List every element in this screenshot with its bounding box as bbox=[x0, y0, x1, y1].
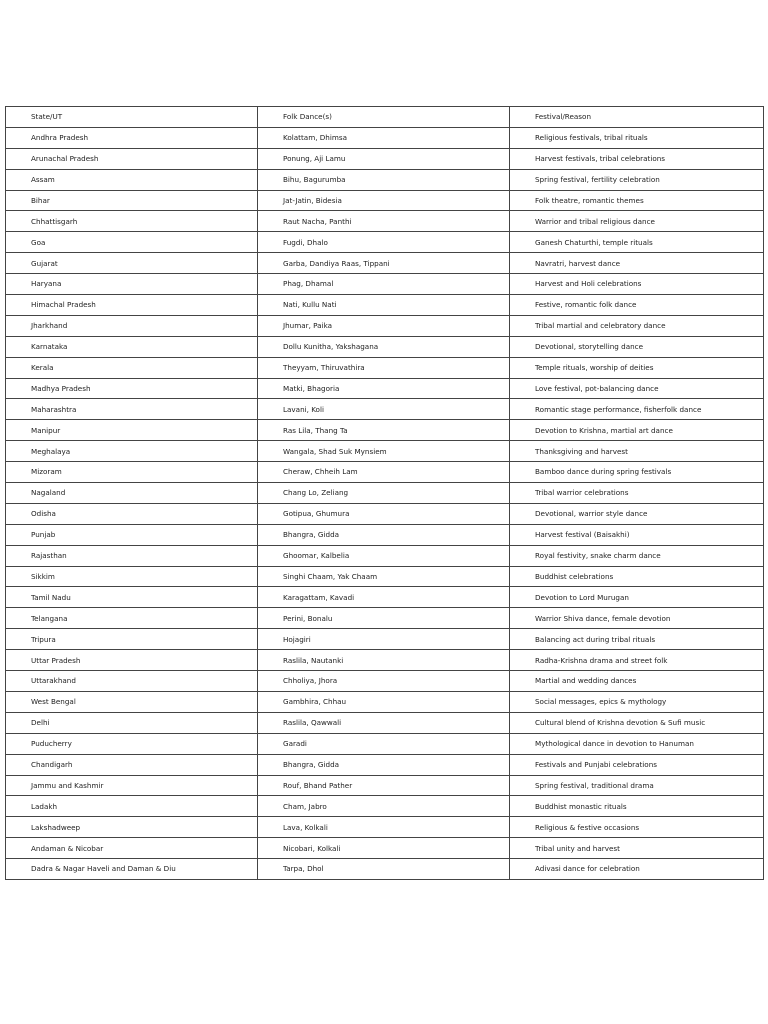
cell-folk-dance: Bhangra, Gidda bbox=[258, 524, 510, 545]
cell-state: Haryana bbox=[6, 274, 258, 295]
cell-state: Ladakh bbox=[6, 796, 258, 817]
cell-folk-dance: Jhumar, Paika bbox=[258, 315, 510, 336]
table-row bbox=[6, 545, 764, 566]
cell-state: Punjab bbox=[6, 524, 258, 545]
cell-state: Chandigarh bbox=[6, 754, 258, 775]
cell-festival: Mythological dance in devotion to Hanuman bbox=[510, 733, 764, 754]
cell-festival: Devotional, warrior style dance bbox=[510, 503, 764, 524]
cell-festival: Thanksgiving and harvest bbox=[510, 441, 764, 462]
cell-folk-dance: Singhi Chaam, Yak Chaam bbox=[258, 566, 510, 587]
table-row bbox=[6, 754, 764, 775]
cell-state: Bihar bbox=[6, 190, 258, 211]
cell-festival: Social messages, epics & mythology bbox=[510, 691, 764, 712]
cell-state: Andhra Pradesh bbox=[6, 127, 258, 148]
cell-state: Madhya Pradesh bbox=[6, 378, 258, 399]
table-row bbox=[6, 859, 764, 880]
cell-folk-dance: Fugdi, Dhalo bbox=[258, 232, 510, 253]
cell-festival: Buddhist monastic rituals bbox=[510, 796, 764, 817]
cell-folk-dance: Rouf, Bhand Pather bbox=[258, 775, 510, 796]
table-row bbox=[6, 775, 764, 796]
cell-state: West Bengal bbox=[6, 691, 258, 712]
cell-festival: Festive, romantic folk dance bbox=[510, 295, 764, 316]
table-row bbox=[6, 274, 764, 295]
cell-festival: Tribal martial and celebratory dance bbox=[510, 315, 764, 336]
cell-festival: Romantic stage performance, fisherfolk dance bbox=[510, 399, 764, 420]
cell-state: Tamil Nadu bbox=[6, 587, 258, 608]
cell-festival: Harvest festivals, tribal celebrations bbox=[510, 148, 764, 169]
table-row bbox=[6, 232, 764, 253]
cell-state: Jammu and Kashmir bbox=[6, 775, 258, 796]
cell-festival: Martial and wedding dances bbox=[510, 671, 764, 692]
table-row bbox=[6, 169, 764, 190]
cell-state: Kerala bbox=[6, 357, 258, 378]
cell-folk-dance: Perini, Bonalu bbox=[258, 608, 510, 629]
table-row bbox=[6, 712, 764, 733]
table-row bbox=[6, 838, 764, 859]
table-row bbox=[6, 127, 764, 148]
table-row bbox=[6, 253, 764, 274]
cell-folk-dance: Bihu, Bagurumba bbox=[258, 169, 510, 190]
cell-folk-dance: Gambhira, Chhau bbox=[258, 691, 510, 712]
table-row bbox=[6, 608, 764, 629]
header-folk-dance: Folk Dance(s) bbox=[258, 107, 510, 128]
cell-folk-dance: Raslila, Nautanki bbox=[258, 650, 510, 671]
cell-festival: Tribal warrior celebrations bbox=[510, 483, 764, 504]
cell-folk-dance: Kolattam, Dhimsa bbox=[258, 127, 510, 148]
cell-festival: Spring festival, fertility celebration bbox=[510, 169, 764, 190]
cell-folk-dance: Raut Nacha, Panthi bbox=[258, 211, 510, 232]
table-row bbox=[6, 796, 764, 817]
cell-state: Sikkim bbox=[6, 566, 258, 587]
cell-festival: Royal festivity, snake charm dance bbox=[510, 545, 764, 566]
cell-festival: Warrior Shiva dance, female devotion bbox=[510, 608, 764, 629]
cell-folk-dance: Cheraw, Chheih Lam bbox=[258, 462, 510, 483]
cell-folk-dance: Cham, Jabro bbox=[258, 796, 510, 817]
cell-festival: Folk theatre, romantic themes bbox=[510, 190, 764, 211]
cell-folk-dance: Tarpa, Dhol bbox=[258, 859, 510, 880]
cell-folk-dance: Matki, Bhagoria bbox=[258, 378, 510, 399]
cell-folk-dance: Raslila, Qawwali bbox=[258, 712, 510, 733]
table-row bbox=[6, 524, 764, 545]
cell-folk-dance: Garba, Dandiya Raas, Tippani bbox=[258, 253, 510, 274]
header-state: State/UT bbox=[6, 107, 258, 128]
cell-folk-dance: Phag, Dhamal bbox=[258, 274, 510, 295]
cell-state: Puducherry bbox=[6, 733, 258, 754]
table-row bbox=[6, 629, 764, 650]
cell-festival: Balancing act during tribal rituals bbox=[510, 629, 764, 650]
cell-folk-dance: Ponung, Aji Lamu bbox=[258, 148, 510, 169]
cell-state: Karnataka bbox=[6, 336, 258, 357]
cell-state: Nagaland bbox=[6, 483, 258, 504]
folk-dance-table bbox=[5, 106, 764, 880]
cell-festival: Love festival, pot-balancing dance bbox=[510, 378, 764, 399]
cell-folk-dance: Jat-Jatin, Bidesia bbox=[258, 190, 510, 211]
table-row bbox=[6, 315, 764, 336]
cell-festival: Radha-Krishna drama and street folk bbox=[510, 650, 764, 671]
cell-festival: Buddhist celebrations bbox=[510, 566, 764, 587]
table-row bbox=[6, 483, 764, 504]
table-row bbox=[6, 148, 764, 169]
table-row bbox=[6, 441, 764, 462]
table-row bbox=[6, 462, 764, 483]
cell-festival: Spring festival, traditional drama bbox=[510, 775, 764, 796]
cell-festival: Warrior and tribal religious dance bbox=[510, 211, 764, 232]
cell-festival: Devotion to Lord Murugan bbox=[510, 587, 764, 608]
table-row bbox=[6, 566, 764, 587]
cell-state: Goa bbox=[6, 232, 258, 253]
cell-festival: Tribal unity and harvest bbox=[510, 838, 764, 859]
cell-festival: Devotional, storytelling dance bbox=[510, 336, 764, 357]
cell-state: Lakshadweep bbox=[6, 817, 258, 838]
cell-state: Chhattisgarh bbox=[6, 211, 258, 232]
cell-festival: Navratri, harvest dance bbox=[510, 253, 764, 274]
cell-folk-dance: Bhangra, Gidda bbox=[258, 754, 510, 775]
cell-festival: Bamboo dance during spring festivals bbox=[510, 462, 764, 483]
table-row bbox=[6, 503, 764, 524]
table-header-row bbox=[6, 107, 764, 128]
cell-festival: Temple rituals, worship of deities bbox=[510, 357, 764, 378]
cell-folk-dance: Nicobari, Kolkali bbox=[258, 838, 510, 859]
cell-state: Andaman & Nicobar bbox=[6, 838, 258, 859]
table-row bbox=[6, 295, 764, 316]
cell-folk-dance: Lava, Kolkali bbox=[258, 817, 510, 838]
cell-folk-dance: Ghoomar, Kalbelia bbox=[258, 545, 510, 566]
cell-folk-dance: Chang Lo, Zeliang bbox=[258, 483, 510, 504]
cell-state: Gujarat bbox=[6, 253, 258, 274]
cell-folk-dance: Chholiya, Jhora bbox=[258, 671, 510, 692]
table-row bbox=[6, 336, 764, 357]
table-row bbox=[6, 587, 764, 608]
cell-state: Himachal Pradesh bbox=[6, 295, 258, 316]
cell-festival: Festivals and Punjabi celebrations bbox=[510, 754, 764, 775]
cell-folk-dance: Nati, Kullu Nati bbox=[258, 295, 510, 316]
table-row bbox=[6, 399, 764, 420]
cell-festival: Religious festivals, tribal rituals bbox=[510, 127, 764, 148]
cell-folk-dance: Hojagiri bbox=[258, 629, 510, 650]
table-body bbox=[6, 107, 764, 880]
cell-folk-dance: Wangala, Shad Suk Mynsiem bbox=[258, 441, 510, 462]
cell-festival: Cultural blend of Krishna devotion & Sufi music bbox=[510, 712, 764, 733]
cell-folk-dance: Theyyam, Thiruvathira bbox=[258, 357, 510, 378]
cell-state: Assam bbox=[6, 169, 258, 190]
table-row bbox=[6, 190, 764, 211]
table-row bbox=[6, 420, 764, 441]
cell-state: Jharkhand bbox=[6, 315, 258, 336]
cell-festival: Harvest and Holi celebrations bbox=[510, 274, 764, 295]
cell-state: Maharashtra bbox=[6, 399, 258, 420]
cell-festival: Adivasi dance for celebration bbox=[510, 859, 764, 880]
cell-folk-dance: Gotipua, Ghumura bbox=[258, 503, 510, 524]
table-row bbox=[6, 817, 764, 838]
header-festival: Festival/Reason bbox=[510, 107, 764, 128]
cell-state: Meghalaya bbox=[6, 441, 258, 462]
table-row bbox=[6, 671, 764, 692]
cell-festival: Harvest festival (Baisakhi) bbox=[510, 524, 764, 545]
cell-state: Uttar Pradesh bbox=[6, 650, 258, 671]
cell-festival: Devotion to Krishna, martial art dance bbox=[510, 420, 764, 441]
cell-state: Uttarakhand bbox=[6, 671, 258, 692]
cell-state: Tripura bbox=[6, 629, 258, 650]
table-row bbox=[6, 211, 764, 232]
cell-state: Arunachal Pradesh bbox=[6, 148, 258, 169]
table-row bbox=[6, 733, 764, 754]
cell-state: Delhi bbox=[6, 712, 258, 733]
table-row bbox=[6, 357, 764, 378]
cell-festival: Ganesh Chaturthi, temple rituals bbox=[510, 232, 764, 253]
table-row bbox=[6, 650, 764, 671]
cell-state: Mizoram bbox=[6, 462, 258, 483]
cell-state: Telangana bbox=[6, 608, 258, 629]
table-row bbox=[6, 378, 764, 399]
cell-festival: Religious & festive occasions bbox=[510, 817, 764, 838]
cell-state: Manipur bbox=[6, 420, 258, 441]
cell-state: Rajasthan bbox=[6, 545, 258, 566]
cell-folk-dance: Lavani, Koli bbox=[258, 399, 510, 420]
cell-folk-dance: Ras Lila, Thang Ta bbox=[258, 420, 510, 441]
cell-folk-dance: Garadi bbox=[258, 733, 510, 754]
cell-state: Dadra & Nagar Haveli and Daman & Diu bbox=[6, 859, 258, 880]
table-row bbox=[6, 691, 764, 712]
cell-folk-dance: Dollu Kunitha, Yakshagana bbox=[258, 336, 510, 357]
cell-folk-dance: Karagattam, Kavadi bbox=[258, 587, 510, 608]
cell-state: Odisha bbox=[6, 503, 258, 524]
